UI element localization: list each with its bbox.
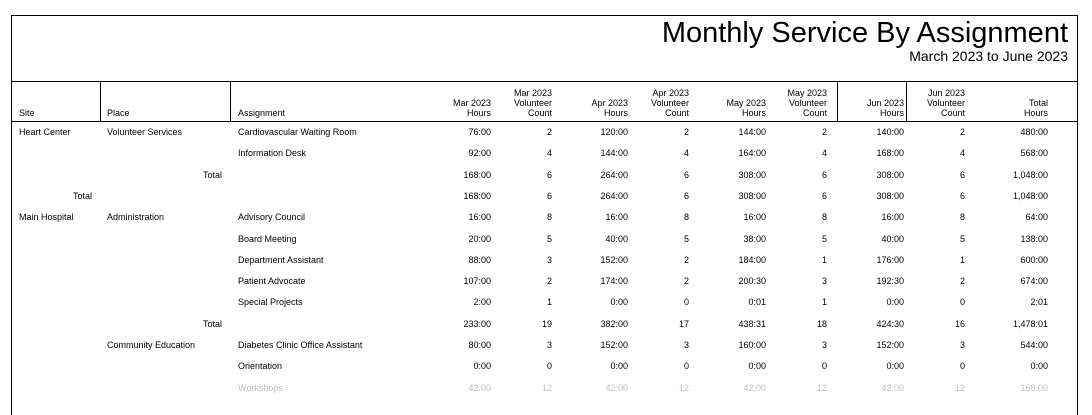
value-cell: 0 [821, 361, 827, 371]
assignment-cell: Special Projects [238, 297, 303, 307]
value-cell: 4 [821, 148, 827, 158]
value-cell: 233:00 [463, 319, 491, 329]
value-cell: 2:01 [1030, 297, 1048, 307]
value-cell: 2 [546, 127, 552, 137]
value-cell: 88:00 [468, 255, 491, 265]
report-frame [11, 15, 1078, 415]
value-cell: 8 [683, 212, 689, 222]
value-cell: 674:00 [1020, 276, 1048, 286]
value-cell: 140:00 [876, 127, 904, 137]
value-cell: 40:00 [881, 234, 904, 244]
value-cell: 5 [959, 234, 965, 244]
value-cell: 92:00 [468, 148, 491, 158]
assignment-cell: Diabetes Clinic Office Assistant [238, 340, 363, 350]
value-cell: 4 [683, 148, 689, 158]
value-cell: 2 [959, 276, 965, 286]
header-divider [100, 82, 101, 122]
column-header: Total Hours [1023, 98, 1048, 118]
value-cell: 12 [541, 383, 552, 393]
value-cell: 544:00 [1020, 340, 1048, 350]
value-cell: 152:00 [876, 340, 904, 350]
assignment-cell: Advisory Council [238, 212, 306, 222]
value-cell: 144:00 [738, 127, 766, 137]
value-cell: 0:00 [610, 297, 628, 307]
value-cell: 38:00 [743, 234, 766, 244]
value-cell: 40:00 [605, 234, 628, 244]
value-cell: 18 [816, 319, 827, 329]
assignment-cell: Patient Advocate [238, 276, 306, 286]
assignment-cell: Department Assistant [238, 255, 324, 265]
value-cell: 1,048:00 [1012, 170, 1048, 180]
value-cell: 3 [546, 255, 552, 265]
value-cell: 160:00 [738, 340, 766, 350]
value-cell: 19 [541, 319, 552, 329]
value-cell: 2 [683, 255, 689, 265]
value-cell: 120:00 [600, 127, 628, 137]
report-subtitle: March 2023 to June 2023 [909, 48, 1068, 64]
value-cell: 6 [683, 170, 689, 180]
value-cell: 2 [546, 276, 552, 286]
value-cell: 6 [683, 191, 689, 201]
value-cell: 16:00 [605, 212, 628, 222]
value-cell: 2 [683, 276, 689, 286]
value-cell: 438:31 [738, 319, 766, 329]
value-cell: 164:00 [738, 148, 766, 158]
assignment-cell: Board Meeting [238, 234, 297, 244]
header-bottom-rule [11, 121, 1078, 122]
value-cell: 0:00 [473, 361, 491, 371]
column-header: Jun 2023 Volunteer Count [926, 88, 965, 118]
place-cell: Administration [107, 212, 165, 222]
value-cell: 80:00 [468, 340, 491, 350]
value-cell: 1,048:00 [1012, 191, 1048, 201]
value-cell: 1,478:01 [1012, 319, 1048, 329]
column-header: Site [19, 108, 35, 118]
value-cell: 12 [816, 383, 827, 393]
value-cell: 308:00 [876, 170, 904, 180]
value-cell: 64:00 [1025, 212, 1048, 222]
value-cell: 16:00 [468, 212, 491, 222]
value-cell: 42:00 [468, 383, 491, 393]
value-cell: 8 [821, 212, 827, 222]
column-header: Assignment [238, 108, 286, 118]
value-cell: 12 [954, 383, 965, 393]
value-cell: 2 [683, 127, 689, 137]
value-cell: 107:00 [463, 276, 491, 286]
value-cell: 4 [546, 148, 552, 158]
assignment-cell: Orientation [238, 361, 283, 371]
column-header: Apr 2023 Hours [591, 98, 628, 118]
value-cell: 308:00 [738, 170, 766, 180]
header-divider [230, 82, 231, 122]
value-cell: 1 [821, 255, 827, 265]
value-cell: 6 [821, 191, 827, 201]
value-cell: 0 [959, 361, 965, 371]
site-cell: Total [72, 191, 92, 201]
value-cell: 16:00 [881, 212, 904, 222]
value-cell: 600:00 [1020, 255, 1048, 265]
value-cell: 144:00 [600, 148, 628, 158]
value-cell: 0 [683, 361, 689, 371]
value-cell: 2 [959, 127, 965, 137]
value-cell: 8 [959, 212, 965, 222]
value-cell: 184:00 [738, 255, 766, 265]
value-cell: 0:00 [610, 361, 628, 371]
value-cell: 152:00 [600, 255, 628, 265]
value-cell: 1 [546, 297, 552, 307]
value-cell: 6 [546, 170, 552, 180]
value-cell: 5 [546, 234, 552, 244]
value-cell: 17 [678, 319, 689, 329]
value-cell: 168:00 [463, 170, 491, 180]
site-cell: Heart Center [19, 127, 71, 137]
value-cell: 3 [546, 340, 552, 350]
value-cell: 3 [959, 340, 965, 350]
value-cell: 6 [546, 191, 552, 201]
value-cell: 0:00 [886, 361, 904, 371]
place-cell: Total [202, 170, 222, 180]
column-header: Place [107, 108, 130, 118]
value-cell: 8 [546, 212, 552, 222]
column-header: Mar 2023 Hours [452, 98, 491, 118]
value-cell: 0 [546, 361, 552, 371]
value-cell: 6 [959, 191, 965, 201]
value-cell: 20:00 [468, 234, 491, 244]
value-cell: 42:00 [881, 383, 904, 393]
value-cell: 3 [821, 340, 827, 350]
value-cell: 424:30 [876, 319, 904, 329]
value-cell: 2 [821, 127, 827, 137]
value-cell: 0:00 [748, 361, 766, 371]
value-cell: 42:00 [605, 383, 628, 393]
column-header: May 2023 Hours [726, 98, 766, 118]
header-top-rule [11, 81, 1078, 82]
place-cell: Total [202, 319, 222, 329]
value-cell: 176:00 [876, 255, 904, 265]
value-cell: 0 [683, 297, 689, 307]
value-cell: 192:30 [876, 276, 904, 286]
value-cell: 0:00 [1030, 361, 1048, 371]
value-cell: 168:00 [1020, 383, 1048, 393]
assignment-cell: Cardiovascular Waiting Room [238, 127, 357, 137]
place-cell: Volunteer Services [107, 127, 183, 137]
value-cell: 200:30 [738, 276, 766, 286]
value-cell: 16:00 [743, 212, 766, 222]
value-cell: 6 [821, 170, 827, 180]
value-cell: 382:00 [600, 319, 628, 329]
value-cell: 5 [821, 234, 827, 244]
value-cell: 3 [821, 276, 827, 286]
value-cell: 6 [959, 170, 965, 180]
value-cell: 568:00 [1020, 148, 1048, 158]
value-cell: 4 [959, 148, 965, 158]
column-header: May 2023 Volunteer Count [787, 88, 827, 118]
value-cell: 5 [683, 234, 689, 244]
value-cell: 264:00 [600, 191, 628, 201]
site-cell: Main Hospital [19, 212, 74, 222]
column-header: Mar 2023 Volunteer Count [513, 88, 552, 118]
value-cell: 308:00 [876, 191, 904, 201]
value-cell: 264:00 [600, 170, 628, 180]
value-cell: 174:00 [600, 276, 628, 286]
value-cell: 152:00 [600, 340, 628, 350]
value-cell: 0:00 [886, 297, 904, 307]
value-cell: 16 [954, 319, 965, 329]
value-cell: 0 [959, 297, 965, 307]
value-cell: 1 [959, 255, 965, 265]
column-header: Apr 2023 Volunteer Count [650, 88, 689, 118]
value-cell: 42:00 [743, 383, 766, 393]
report-title: Monthly Service By Assignment [661, 17, 1068, 49]
column-header: Jun 2023 Hours [866, 98, 904, 118]
value-cell: 138:00 [1020, 234, 1048, 244]
value-cell: 3 [683, 340, 689, 350]
value-cell: 168:00 [876, 148, 904, 158]
value-cell: 168:00 [463, 191, 491, 201]
place-cell: Community Education [107, 340, 196, 350]
value-cell: 480:00 [1020, 127, 1048, 137]
assignment-cell: Workshops [238, 383, 283, 393]
assignment-cell: Information Desk [238, 148, 307, 158]
value-cell: 0:01 [748, 297, 766, 307]
value-cell: 76:00 [468, 127, 491, 137]
value-cell: 308:00 [738, 191, 766, 201]
value-cell: 1 [821, 297, 827, 307]
value-cell: 12 [678, 383, 689, 393]
value-cell: 2:00 [473, 297, 491, 307]
header-divider [837, 82, 838, 122]
header-divider [906, 82, 907, 122]
